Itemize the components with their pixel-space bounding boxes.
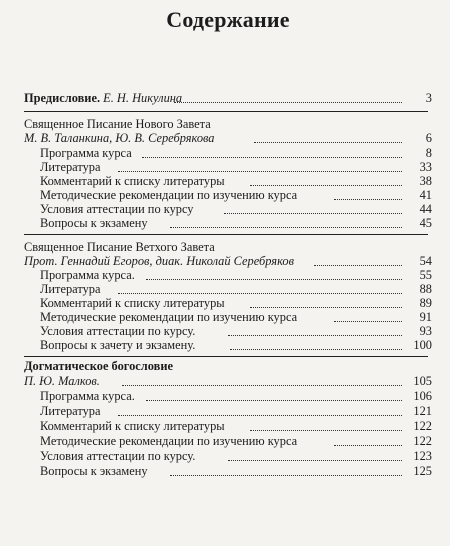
page-number: 6: [425, 131, 432, 145]
toc-entry: [24, 160, 432, 174]
toc-entry: [24, 216, 432, 230]
dot-leader: [334, 321, 402, 322]
toc-entry-author: [24, 374, 432, 388]
entry-label: Условия аттестации по курсу.: [40, 324, 198, 338]
preface-text: [24, 91, 185, 105]
toc-entry: [24, 146, 432, 160]
entry-label: Программа курса.: [40, 268, 138, 282]
dot-leader: [334, 445, 402, 446]
preface-author: Е. Н. Никулина: [103, 91, 183, 105]
page-number: 8: [425, 146, 432, 160]
entry-label: Методические рекомендации по изучению курса: [40, 434, 300, 448]
entry-label: Методические рекомендации по изучению курса: [40, 310, 300, 324]
page-number: 38: [419, 174, 432, 188]
page-number: 55: [419, 268, 432, 282]
toc-entry: [24, 389, 432, 403]
entry-label: Вопросы к зачету и экзамену.: [40, 338, 198, 352]
page-number: 33: [419, 160, 432, 174]
dot-leader: [118, 293, 402, 294]
dot-leader: [118, 415, 402, 416]
entry-label: Литература: [40, 282, 103, 296]
dot-leader: [250, 185, 402, 186]
toc-entry: [24, 310, 432, 324]
toc-entry: [24, 174, 432, 188]
toc-entry: [24, 268, 432, 282]
page-number: 88: [419, 282, 432, 296]
section-divider: [24, 356, 428, 357]
toc-entry: [24, 296, 432, 310]
dot-leader: [118, 171, 402, 172]
entry-label: Вопросы к экзамену: [40, 216, 151, 230]
dot-leader: [146, 400, 402, 401]
dot-leader: [314, 265, 402, 266]
page-number: 105: [413, 374, 432, 388]
toc-entry: [24, 419, 432, 433]
page-number: 121: [413, 404, 432, 418]
toc-entry: [24, 324, 432, 338]
page-number: 93: [419, 324, 432, 338]
page-number: 41: [419, 188, 432, 202]
dot-leader: [170, 475, 402, 476]
toc-entry: [24, 282, 432, 296]
dot-leader: [254, 142, 402, 143]
section-heading: Догматическое богословие: [24, 359, 173, 373]
dot-leader: [146, 279, 402, 280]
dot-leader: [174, 102, 402, 103]
entry-label: Условия аттестации по курсу.: [40, 449, 198, 463]
page-number: 106: [413, 389, 432, 403]
dot-leader: [230, 349, 402, 350]
toc-entry: [24, 434, 432, 448]
toc-entry: [24, 449, 432, 463]
entry-label: Условия аттестации по курсу: [40, 202, 197, 216]
dot-leader: [170, 227, 402, 228]
section-divider: [24, 111, 428, 112]
page-number: 54: [419, 254, 432, 268]
section-author: Прот. Геннадий Егоров, диак. Николай Серебряков: [24, 254, 297, 268]
entry-label: Комментарий к списку литературы: [40, 419, 228, 433]
section-author: П. Ю. Малков.: [24, 374, 103, 388]
page-number: 45: [419, 216, 432, 230]
entry-label: Комментарий к списку литературы: [40, 296, 228, 310]
section-divider: [24, 234, 428, 235]
dot-leader: [142, 157, 402, 158]
preface-label: Предисловие.: [24, 91, 101, 105]
page-number: 100: [413, 338, 432, 352]
page-number: 91: [419, 310, 432, 324]
dot-leader: [228, 460, 402, 461]
toc-entry: [24, 404, 432, 418]
dot-leader: [122, 385, 402, 386]
page-number: 3: [425, 91, 432, 105]
toc-entry-author: [24, 131, 432, 145]
entry-label: Программа курса: [40, 146, 135, 160]
toc-entry: [24, 464, 432, 478]
page-number: 122: [413, 419, 432, 433]
entry-label: Комментарий к списку литературы: [40, 174, 228, 188]
dot-leader: [334, 199, 402, 200]
entry-label: Методические рекомендации по изучению курса: [40, 188, 300, 202]
toc-page: [24, 0, 432, 546]
page-number: 44: [419, 202, 432, 216]
dot-leader: [224, 213, 402, 214]
dot-leader: [228, 335, 402, 336]
entry-label: Литература: [40, 404, 103, 418]
toc-entry: [24, 188, 432, 202]
toc-entry: [24, 338, 432, 352]
toc-entry-preface: [24, 91, 432, 105]
page-number: 123: [413, 449, 432, 463]
toc-entry: [24, 202, 432, 216]
dot-leader: [250, 430, 402, 431]
dot-leader: [250, 307, 402, 308]
page-title: Содержание: [166, 7, 290, 32]
entry-label: Вопросы к экзамену: [40, 464, 151, 478]
section-author: М. В. Таланкина, Ю. В. Серебрякова: [24, 131, 218, 145]
entry-label: Литература: [40, 160, 103, 174]
page-number: 122: [413, 434, 432, 448]
entry-label: Программа курса.: [40, 389, 138, 403]
page-number: 125: [413, 464, 432, 478]
section-heading: Священное Писание Нового Завета: [24, 117, 211, 131]
page-number: 89: [419, 296, 432, 310]
toc-entry-author: [24, 254, 432, 268]
section-heading: Священное Писание Ветхого Завета: [24, 240, 215, 254]
